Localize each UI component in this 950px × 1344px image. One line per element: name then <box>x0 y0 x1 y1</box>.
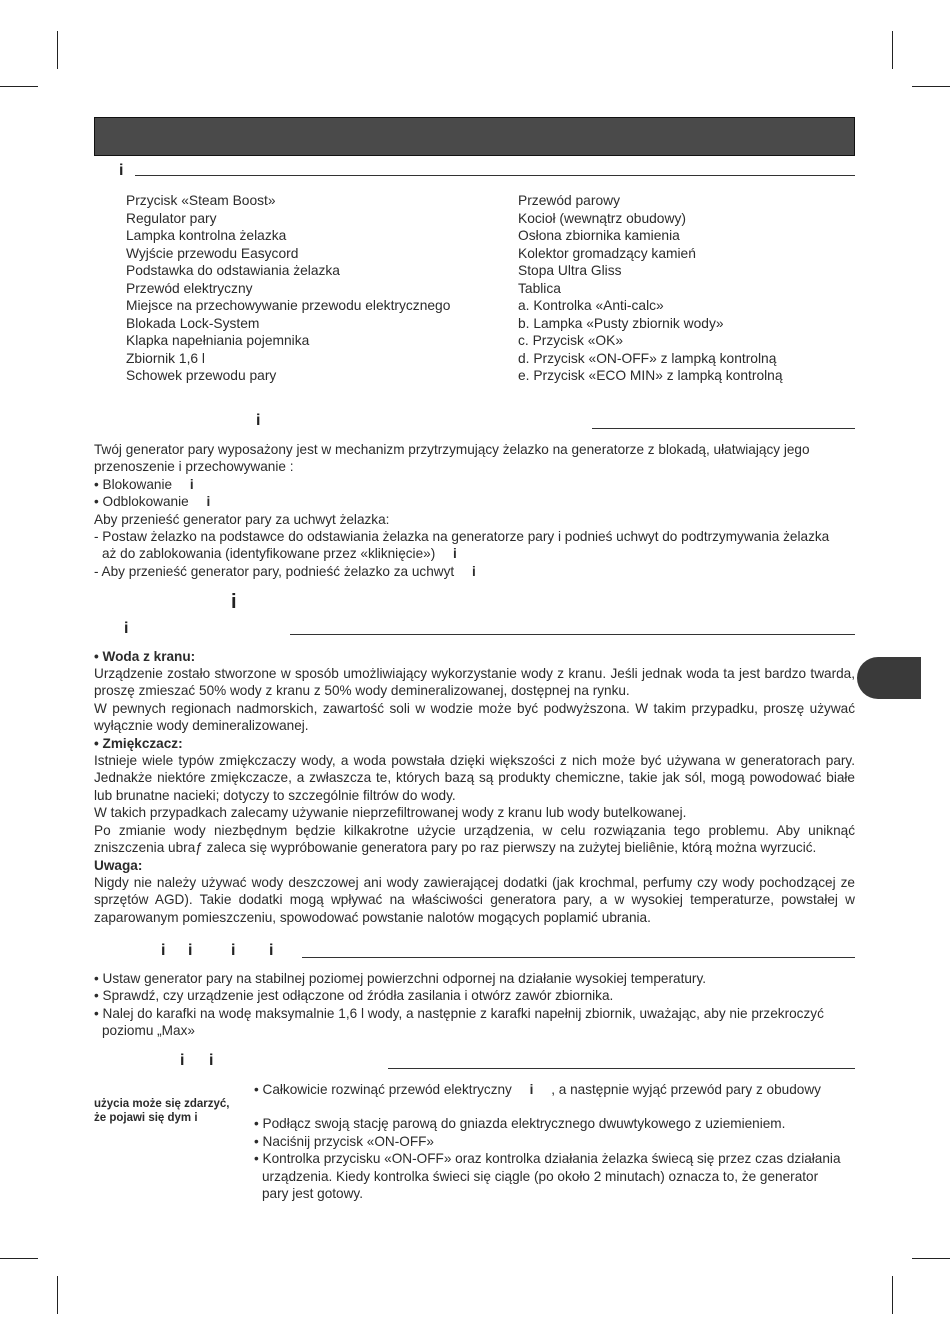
softener-para2: W takich przypadkach zalecamy używanie nieprzefiltrowanej wody z kranu lub wody butelkowanej. <box>94 805 687 820</box>
section4-glyph-3: i <box>231 942 236 959</box>
section2-heading-glyph: i <box>256 412 261 429</box>
start-bullet-2: • Podłącz swoją stację parową do gniazda elektrycznego dwuwtykowego z uziemieniem. <box>254 1116 786 1131</box>
carry-step1-line1: - Postaw żelazko na podstawce do odstawiania żelazka na generatorze pary i podnieś uchwyt do podtrzymywania żelazka <box>94 529 830 544</box>
section4-glyph-4: i <box>269 942 274 959</box>
list-item: Wyjście przewodu Easycord <box>126 245 299 261</box>
list-item: a. Kontrolka «Anti-calc» <box>518 298 664 313</box>
crop-mark-bottom-left-h <box>0 1258 38 1259</box>
lock-intro: Twój generator pary wyposażony jest w mechanizm przytrzymujący żelazko na generatorze z blokadą, ułatwiający jego przenoszenie i przechowywanie : <box>94 442 810 475</box>
section5-glyph-2: i <box>209 1052 214 1069</box>
tap-water-para2: W pewnych regionach nadmorskich, zawartość soli w wodzie może być podwyższona. W takim przypadku, proszę używać wyłącznie wody demineralizowanej. <box>94 701 855 734</box>
carry-step1-line2 <box>102 545 457 562</box>
start-bullet-1-text-b: , a następnie wyjąć przewód pary z obudowy <box>551 1082 821 1097</box>
list-item: Przycisk «Steam Boost» <box>126 193 276 208</box>
header-bar <box>94 117 855 156</box>
carry-step2-glyph: i <box>471 564 476 579</box>
list-item: Stopa Ultra Gliss <box>518 263 622 278</box>
list-item: Przewód parowy <box>518 193 620 208</box>
list-item: Podstawka do odstawiania żelazka <box>126 263 340 278</box>
carry-step1-text: aż do zablokowania (identyfikowane przez «kliknięcie») <box>102 546 436 561</box>
list-item: c. Przycisk «OK» <box>518 333 624 348</box>
list-item: Lampka kontrolna żelazka <box>126 228 287 243</box>
list-item: Tablica <box>518 280 561 296</box>
section4-rule <box>302 957 855 958</box>
crop-mark-bottom-right-h <box>912 1258 950 1259</box>
tap-water-para1: Urządzenie zostało stworzone w sposób umożliwiający wykorzystanie wody z kranu. Jeśli jednak woda ta jest bardzo twarda, proszę zmieszać 50% wody z kranu z 50% wody demineralizowanej, dostępnej na rynku. <box>94 666 855 699</box>
section1-rule <box>135 175 855 176</box>
side-tab-marker <box>857 657 921 699</box>
carry-step2-text: - Aby przenieść generator pary, podnieść żelazko za uchwyt <box>94 564 455 579</box>
lock-item <box>94 476 194 493</box>
crop-mark-bottom-left-v <box>57 1276 58 1314</box>
prep-bullet-3-line2: poziomu „Max» <box>102 1023 195 1038</box>
crop-mark-top-right-v <box>892 31 893 69</box>
carry-step2 <box>94 563 476 580</box>
list-item: Miejsce na przechowywanie przewodu elektrycznego <box>126 298 451 313</box>
tap-water-title: • Woda z kranu: <box>94 649 196 664</box>
list-item: Osłona zbiornika kamienia <box>518 228 680 243</box>
carry-text: Aby przenieść generator pary za uchwyt żelazka: <box>94 512 390 527</box>
lock-label: • Blokowanie <box>94 477 173 492</box>
list-item: Zbiornik 1,6 l <box>126 350 205 366</box>
start-bullet-3: • Naciśnij przycisk «ON-OFF» <box>254 1134 434 1149</box>
start-bullet-4-line1: • Kontrolka przycisku «ON-OFF» oraz kontrolka działania żelazka świecą się przez czas działania <box>254 1151 841 1166</box>
crop-mark-bottom-right-v <box>892 1276 893 1314</box>
list-item: b. Lampka «Pusty zbiornik wody» <box>518 315 724 331</box>
start-bullet-1 <box>254 1081 821 1098</box>
section3-heading-glyph: i <box>231 591 237 613</box>
prep-bullet-2: • Sprawdź, czy urządzenie jest odłączone od źródła zasilania i otwórz zawór zbiornika. <box>94 988 614 1003</box>
section3-subheading-glyph: i <box>124 620 129 637</box>
start-bullet-4-line3: pary jest gotowy. <box>262 1186 363 1201</box>
section4-glyph-1: i <box>161 942 166 959</box>
carry-step1-glyph: i <box>453 546 457 561</box>
unlock-label: • Odblokowanie <box>94 494 189 509</box>
section3-rule <box>290 634 855 635</box>
list-item: e. Przycisk «ECO MIN» z lampką kontrolną <box>518 368 783 383</box>
list-item: Kolektor gromadzący kamień <box>518 245 696 261</box>
start-bullet-1-glyph: i <box>529 1082 534 1097</box>
section5-rule <box>388 1068 855 1069</box>
note-para: Nigdy nie należy używać wody deszczowej ani wody zawierającej dodatki (jak krochmal, perfumy czy wody pochodzącej ze sprzętów AGD). Takie dodatki mogą wpływać na właściwości generatora pary, a w wysokiej temperaturze, powstałej w zaparowanym pomieszczeniu, spowodować powstanie nalotów mogących poplamić ubrania. <box>94 875 855 925</box>
softener-title: • Zmiękczacz: <box>94 736 183 751</box>
side-note-line1: użycia może się zdarzyć, <box>94 1098 230 1110</box>
softener-para3: Po zmianie wody niezbędnym będzie kilkakrotne użycie urządzenia, w celu rozwiązania tego problemu. Aby uniknąć zniszczenia ubraƒ zaleca się wypróbowanie generatora pary po raz pierwszy na zużytej bieliênie, którą można wyrzucić. <box>94 823 855 856</box>
list-item: Klapka napełniania pojemnika <box>126 333 310 348</box>
start-bullet-1-text-a: • Całkowicie rozwinąć przewód elektryczny <box>254 1082 512 1097</box>
list-item: Kocioł (wewnątrz obudowy) <box>518 210 686 226</box>
unlock-glyph: i <box>206 494 211 509</box>
softener-para1: Istnieje wiele typów zmiękczaczy wody, a woda powstała dzięki większości z nich może być używana w generatorach pary. Jednakże niektóre zmiękczacze, a zwłaszcza te, których bazą są produkty chemiczne, takie jak sól, mogą powodować białe lub brunatne nacieki; dotyczy to szczególnie filtrów do wody. <box>94 753 855 803</box>
start-bullet-4-line2: urządzenia. Kiedy kontrolka świeci się ciągle (po około 2 minutach) oznacza to, że generator <box>262 1169 819 1184</box>
unlock-item <box>94 493 210 510</box>
crop-mark-top-right-h <box>912 86 950 87</box>
lock-glyph: i <box>189 477 194 492</box>
list-item: Przewód elektryczny <box>126 280 253 296</box>
list-item: d. Przycisk «ON-OFF» z lampką kontrolną <box>518 350 777 366</box>
list-item: Blokada Lock-System <box>126 315 260 331</box>
section5-glyph-1: i <box>180 1052 185 1069</box>
section1-heading-glyph: i <box>119 162 124 179</box>
crop-mark-top-left-h <box>0 86 38 87</box>
prep-bullet-1: • Ustaw generator pary na stabilnej poziomej powierzchni odpornej na działanie wysokiej temperatury. <box>94 971 707 986</box>
section4-glyph-2: i <box>188 942 193 959</box>
section2-rule <box>592 428 855 429</box>
note-title: Uwaga: <box>94 858 143 873</box>
list-item: Regulator pary <box>126 210 217 226</box>
parts-list-left <box>126 192 450 385</box>
side-note-line2: że pojawi się dym i <box>94 1112 198 1124</box>
prep-bullet-3-line1: • Nalej do karafki na wodę maksymalnie 1,6 l wody, a następnie z karafki napełnij zbiornik, uważając, aby nie przekroczyć <box>94 1006 824 1021</box>
crop-mark-top-left-v <box>57 31 58 69</box>
list-item: Schowek przewodu pary <box>126 368 277 383</box>
parts-list-right <box>518 192 783 385</box>
